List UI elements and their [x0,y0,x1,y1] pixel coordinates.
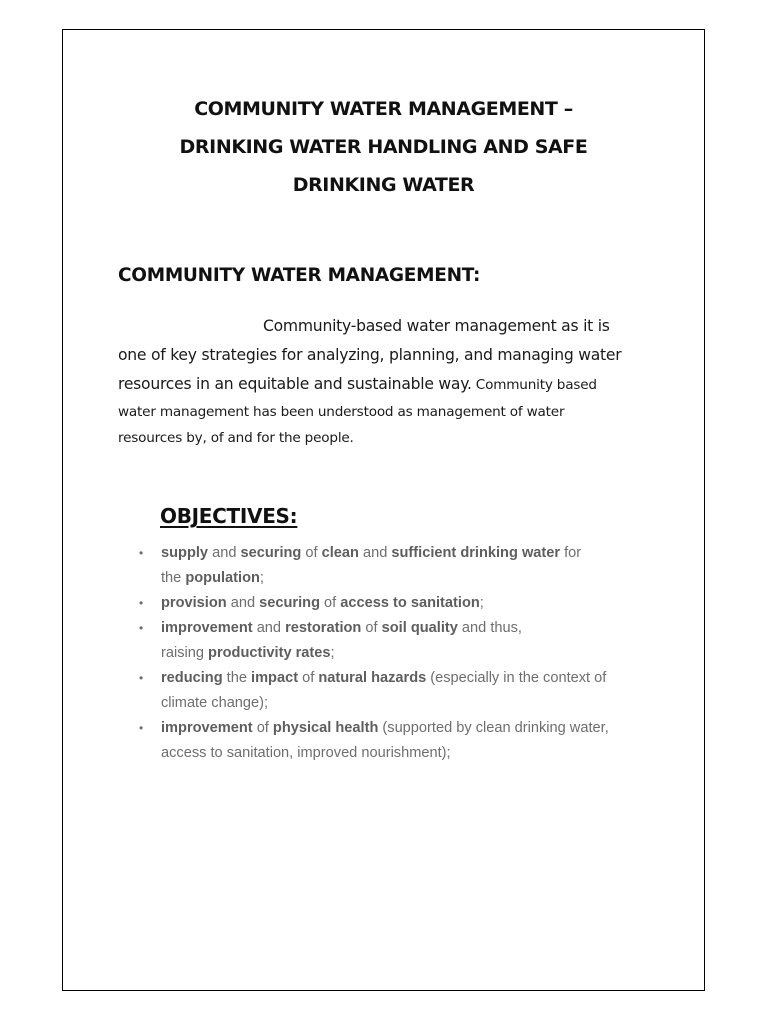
objective-keyword: reducing [161,670,223,686]
objective-item [139,591,679,616]
objective-line [161,616,679,641]
title-line: DRINKING WATER HANDLING AND SAFE [179,136,588,158]
section-heading: COMMUNITY WATER MANAGEMENT: [118,265,481,286]
objective-keyword: improvement [161,720,253,736]
objective-keyword: access to sanitation [340,595,480,611]
objective-line [161,541,679,566]
objective-keyword: restoration [285,620,362,636]
objective-line [161,566,679,591]
paragraph-text: Community based [471,377,597,393]
objective-text: climate change); [161,695,269,711]
objectives-list [139,541,679,766]
objective-text: ; [330,645,335,661]
objective-line [161,716,679,741]
paragraph-line-mixed [118,370,663,399]
paragraph-line: resources by, of and for the people. [118,430,354,446]
objective-keyword: securing [259,595,320,611]
objective-text: of [319,595,341,611]
objective-text: of [252,720,273,736]
objective-keyword: soil quality [381,620,458,636]
objective-keyword: natural hazards [318,670,427,686]
objective-keyword: clean [321,545,359,561]
objective-keyword: sufficient drinking water [391,545,561,561]
objective-text: ; [479,595,484,611]
objective-line [161,641,679,666]
paragraph-text: resources in an equitable and sustainable way. [118,375,472,393]
title-line: COMMUNITY WATER MANAGEMENT – [194,98,573,120]
objective-item [139,716,679,766]
document-page [62,29,705,991]
title-line: DRINKING WATER [292,174,475,196]
objective-keyword: physical health [272,720,379,736]
objectives-heading: OBJECTIVES: [160,504,298,528]
bullet-icon: • [139,596,144,610]
objective-line [161,591,679,616]
objective-text: and [358,545,392,561]
bullet-icon: • [139,546,144,560]
objective-item [139,616,679,666]
objective-keyword: supply [161,545,209,561]
objective-keyword: productivity rates [208,645,331,661]
document-title [63,90,704,204]
paragraph-line: Community-based water management as it is [263,317,610,335]
objective-text: and thus, [457,620,522,636]
objective-keyword: provision [161,595,227,611]
objective-text: the [222,670,252,686]
objective-keyword: population [185,570,260,586]
objective-item [139,666,679,716]
objective-text: of [298,670,319,686]
paragraph-line: one of key strategies for analyzing, planning, and managing water [118,346,622,364]
objective-text: of [361,620,382,636]
objective-text: and [208,545,241,561]
objective-line [161,741,679,766]
objective-text: for [560,545,582,561]
objective-text: access to sanitation, improved nourishment); [161,745,451,761]
objective-keyword: securing [240,545,302,561]
paragraph-line: water management has been understood as management of water [118,404,565,420]
objective-text: of [301,545,322,561]
objective-keyword: improvement [161,620,253,636]
objective-keyword: impact [251,670,299,686]
objective-text: (supported by clean drinking water, [378,720,609,736]
bullet-icon: • [139,721,144,735]
objective-line [161,666,679,691]
intro-paragraph [118,312,663,451]
objective-text: the [161,570,186,586]
objective-line [161,691,679,716]
bullet-icon: • [139,671,144,685]
objective-text: raising [161,645,209,661]
objective-text: ; [259,570,264,586]
objective-text: and [226,595,260,611]
objective-item [139,541,679,591]
objective-text: and [252,620,286,636]
bullet-icon: • [139,621,144,635]
objective-text: (especially in the context of [426,670,607,686]
